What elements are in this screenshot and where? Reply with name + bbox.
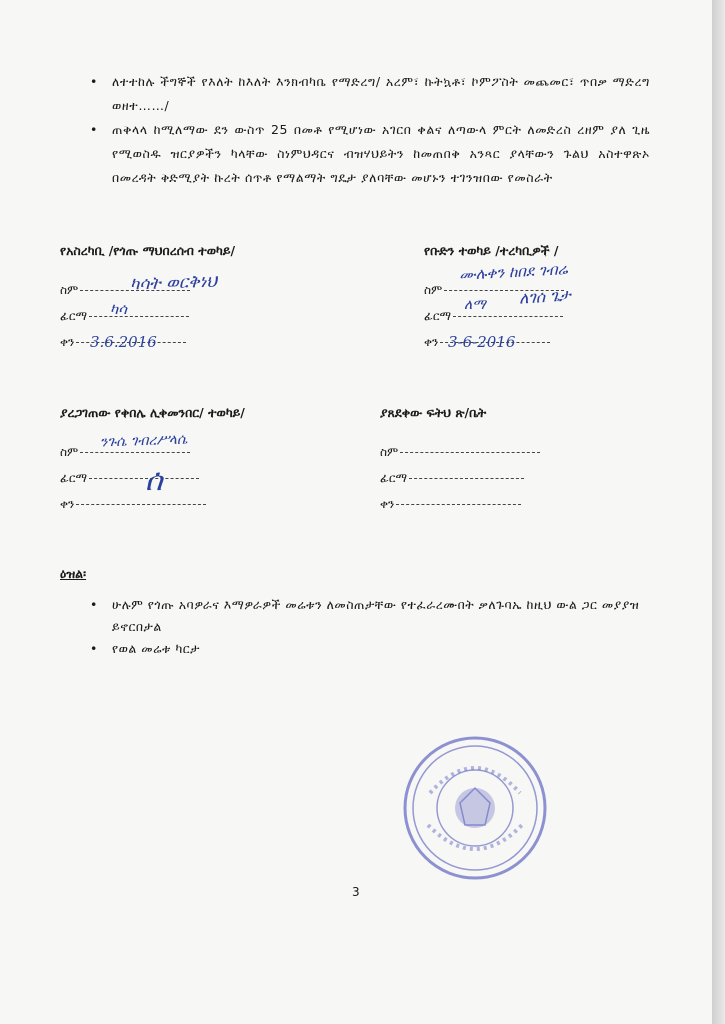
page-number: 3 bbox=[352, 885, 360, 899]
signature-label: ፊርማ bbox=[424, 309, 452, 323]
list-item: • ጠቅላላ ከሚለማው ደን ውስጥ 25 በመቶ የሚሆነው አገርበ ቀልና ለጣውላ ምርት ለመድረስ ረዘም ያለ ጊዜ የሚወስዱ ዝርያዎችን ካላቸው ስነምህዳርና ብዝሃህይትን ከመጠበቅ አንጻር ያላቸውን ጉልህ አስተዋጽኦ በመረዳት ቅድሚያት ኩረት ሰጥቶ የማልማት ግዴታ ያለባቸው መሆኑን ተገንዝበው የመስራት bbox=[90, 118, 650, 190]
appendix-list bbox=[90, 594, 650, 660]
list-item: • ለተተከሉ ችግኞች የእለት ከእለት እንክብካቤ የማድረግ/ አረም፣ ኩትኳቶ፣ ኮምፖስት መጨመር፣ ጥበቃ ማድረግ ወዘተ……/ bbox=[90, 70, 650, 118]
signature-label: ፊርማ bbox=[60, 309, 88, 323]
signature-title: ያረጋገጠው የቀበሌ ሊቀመንበር/ ተወካይ/ bbox=[60, 405, 245, 420]
date-label: ቀን bbox=[60, 497, 75, 511]
handwritten-name: ንጉሴ ገብረሥላሴ bbox=[99, 431, 188, 451]
signature-title: የአስረካቢ /የጎጡ ማህበረሰብ ተወካይ/ bbox=[60, 243, 236, 258]
signature-label: ፊርማ bbox=[60, 471, 88, 485]
list-item: • የወል መሬቱ ካርታ bbox=[90, 638, 650, 660]
handwritten-signature: ለማ bbox=[464, 297, 486, 313]
date-label: ቀን bbox=[380, 497, 395, 511]
name-label: ስም bbox=[424, 283, 443, 297]
official-stamp-icon bbox=[400, 733, 550, 883]
signature-block-receivers bbox=[424, 243, 654, 355]
signature-label: ፊርማ bbox=[380, 471, 408, 485]
appendix-title: ዕዝል፡ bbox=[60, 566, 87, 581]
signature-block-kebele bbox=[60, 405, 290, 517]
handwritten-name: ሙሉቀን ከበደ ገብሬ bbox=[458, 260, 569, 284]
signature-title: የቡድን ተወካይ /ተረካቢዎች / bbox=[424, 243, 559, 258]
date-label: ቀን bbox=[424, 335, 439, 349]
name-label: ስም bbox=[60, 445, 79, 459]
scan-edge bbox=[712, 0, 725, 1024]
signature-title: ያጸደቀው ፍትህ ጽ/ቤት bbox=[380, 405, 487, 420]
name-label: ስም bbox=[60, 283, 79, 297]
obligations-list bbox=[90, 70, 650, 190]
signature-block-justice-office bbox=[380, 405, 610, 517]
handwritten-name-second: ለገሰ ጌታ bbox=[518, 285, 572, 308]
handwritten-signature: ካሳ bbox=[110, 300, 127, 318]
date-label: ቀን bbox=[60, 335, 75, 349]
signature-block-handover bbox=[60, 243, 270, 355]
handwritten-date: 3-6-2016 bbox=[448, 333, 516, 351]
name-label: ስም bbox=[380, 445, 399, 459]
list-item: • ሁሉም የጎጡ አባዎራና እማዎራዎች መሬቱን ለመስጠታቸው የተፈራረሙበት ቃለጉባኤ ከዚህ ውል ጋር መያያዝ ይኖርበታል bbox=[90, 594, 650, 638]
handwritten-name: ካሳት ወርቅነህ bbox=[129, 271, 218, 295]
handwritten-signature: ሰ bbox=[145, 463, 163, 498]
handwritten-date: 3.6.2016 bbox=[90, 333, 157, 351]
